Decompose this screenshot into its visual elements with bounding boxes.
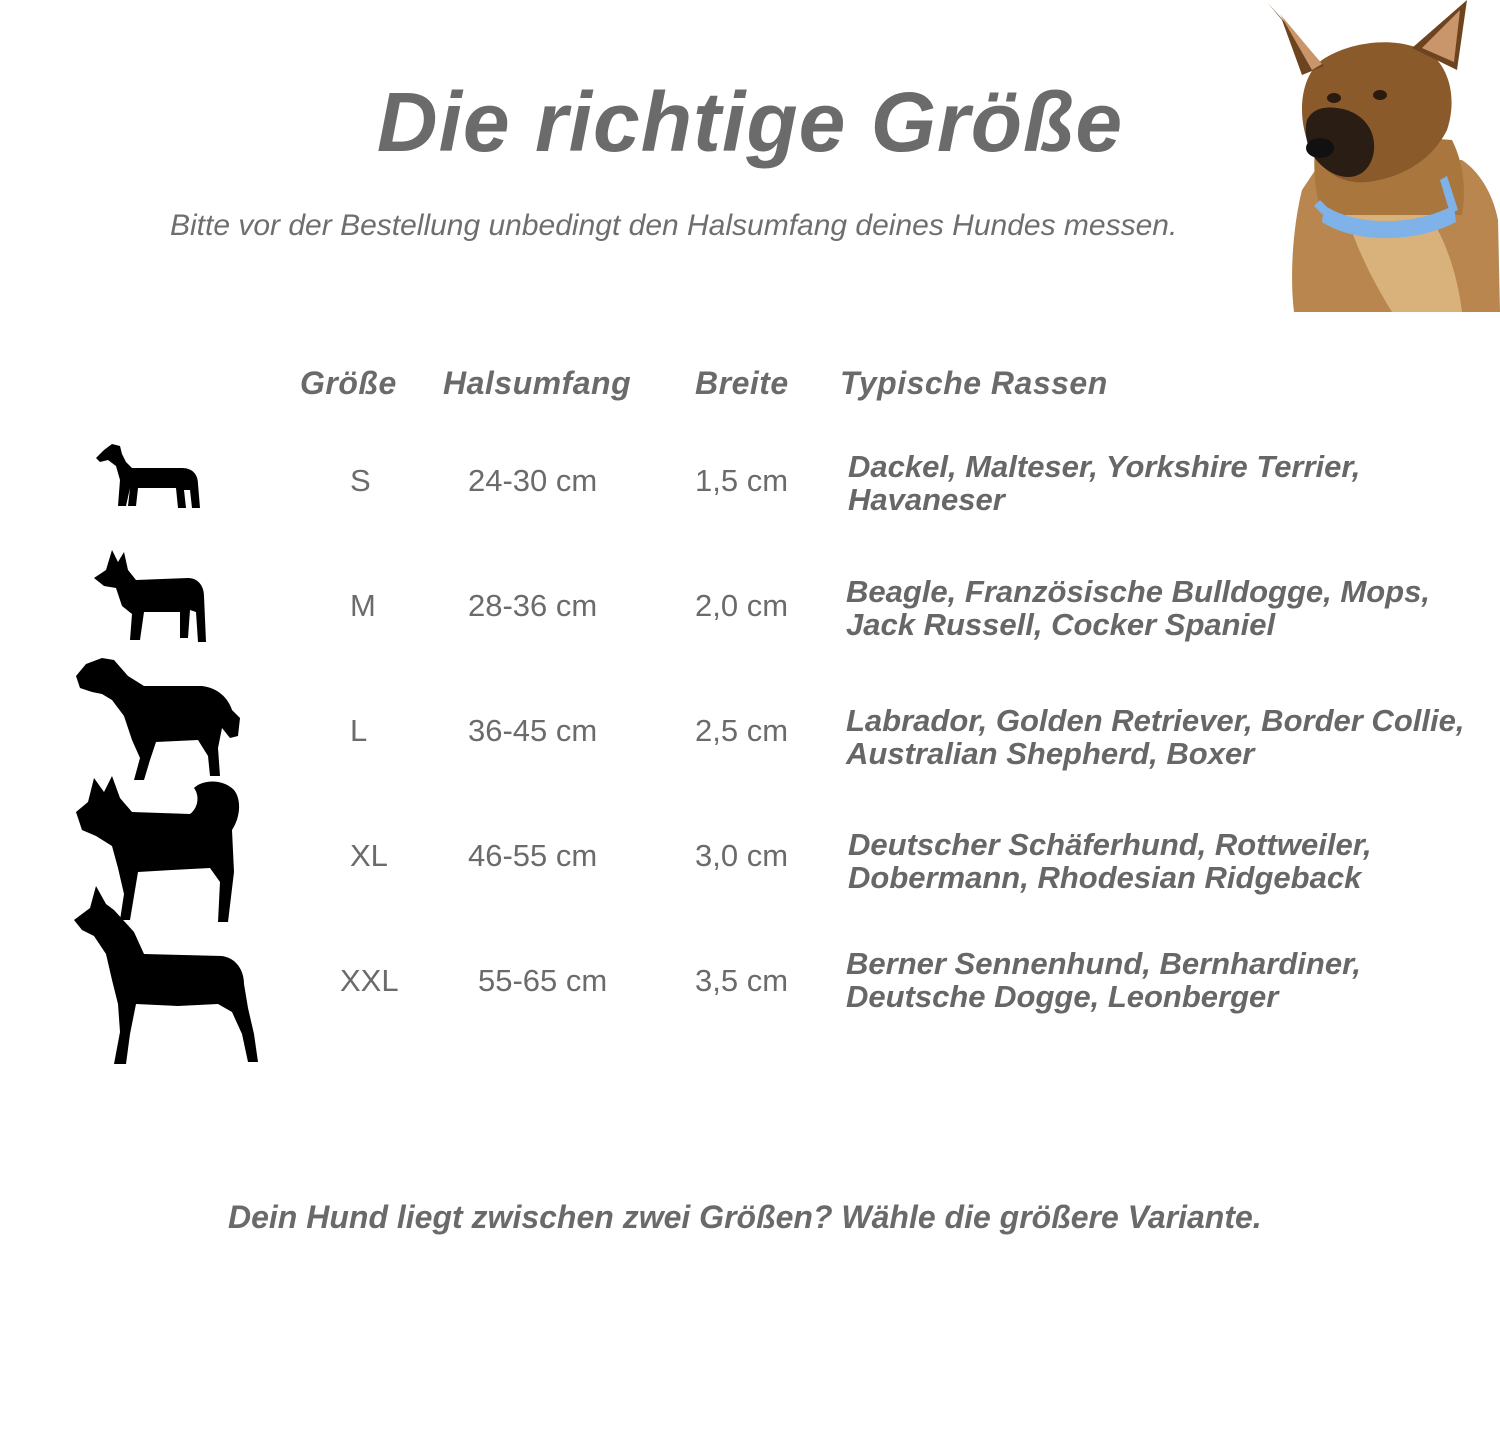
header-size: Größe (300, 365, 397, 401)
table-row-breeds-line2: Havaneser (848, 482, 1005, 517)
medium-dog-silhouette-icon (72, 656, 242, 780)
table-row-breeds-line1: Beagle, Französische Bulldogge, Mops, (846, 574, 1430, 609)
table-row-size: XXL (340, 963, 399, 998)
table-row-size: S (350, 463, 371, 498)
table-row-neck: 46-55 cm (468, 838, 598, 873)
table-row-neck: 28-36 cm (468, 588, 598, 623)
small-dog-silhouette-icon (92, 548, 208, 644)
table-row-neck: 24-30 cm (468, 463, 598, 498)
header-breeds: Typische Rassen (840, 365, 1108, 401)
table-row-size: L (350, 713, 368, 748)
table-row-width: 3,5 cm (695, 963, 789, 998)
table-row-width: 2,0 cm (695, 588, 789, 623)
table-row-breeds-line2: Jack Russell, Cocker Spaniel (846, 607, 1276, 642)
table-row-size: XL (350, 838, 388, 873)
footer-note: Dein Hund liegt zwischen zwei Größen? Wähle die größere Variante. (228, 1199, 1262, 1235)
header-width: Breite (695, 365, 789, 401)
dachshund-silhouette-icon (92, 440, 204, 512)
table-row-breeds-line1: Berner Sennenhund, Bernhardiner, (846, 946, 1362, 981)
table-row-breeds-line1: Dackel, Malteser, Yorkshire Terrier, (848, 449, 1361, 484)
header-neck: Halsumfang (443, 365, 632, 401)
great-dane-silhouette-icon (72, 884, 262, 1066)
table-row-breeds-line1: Labrador, Golden Retriever, Border Collie, (846, 703, 1465, 738)
table-row-neck: 55-65 cm (478, 963, 608, 998)
table-row-breeds-line1: Deutscher Schäferhund, Rottweiler, (848, 827, 1372, 862)
table-row-breeds-line2: Dobermann, Rhodesian Ridgeback (848, 860, 1362, 895)
table-row-size: M (350, 588, 376, 623)
page-title: Die richtige Größe (376, 75, 1124, 169)
table-row-neck: 36-45 cm (468, 713, 598, 748)
page-subtitle: Bitte vor der Bestellung unbedingt den Halsumfang deines Hundes messen. (170, 209, 1178, 242)
table-row-width: 2,5 cm (695, 713, 789, 748)
table-row-breeds-line2: Australian Shepherd, Boxer (846, 736, 1255, 771)
table-row-width: 1,5 cm (695, 463, 789, 498)
table-row-width: 3,0 cm (695, 838, 789, 873)
table-row-breeds-line2: Deutsche Dogge, Leonberger (846, 979, 1279, 1014)
dog-with-collar-photo (1262, 0, 1500, 312)
